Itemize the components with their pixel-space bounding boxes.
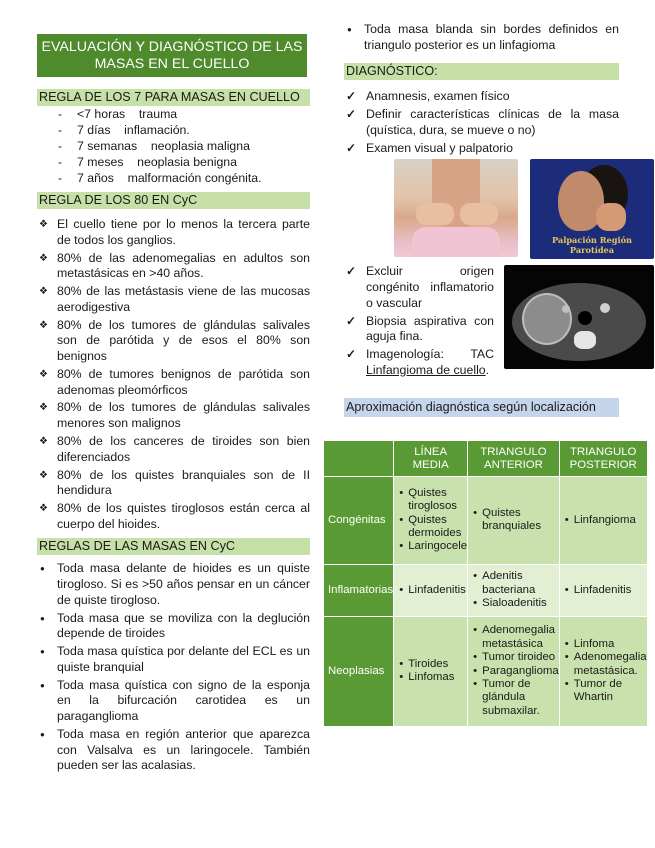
list-item: ✓ Definir características clínicas de la masa (quística, dura, se mueve o no) [344,107,619,138]
approach-table [323,440,648,727]
list-item: ✓ Excluir origen congénito inflamatorio o vascular [344,264,494,311]
list-item: ● Toda masa blanda sin bordes definidos en triangulo posterior es un linfagioma [344,22,619,53]
list-item: - 7 semanas neoplasia maligna [37,138,310,154]
imaging-label: Imagenología: TAC [366,347,494,362]
list-item: ❖ 80% de los canceres de tiroides son bien diferenciados [37,434,310,465]
list-item: • Sialoadenitis [468,597,559,610]
table-header-row [324,441,648,477]
list-item: ● Toda masa en región anterior que aparezca con Valsalva es un laringocele. También pueden ser las acalasias. [37,727,310,774]
list-item: ● Toda masa que se moviliza con la deglución depende de tiroides [37,611,310,642]
list-item: • Tumor tiroideo [468,651,559,664]
list-item: • Tiroides [394,658,467,671]
list-item: ● Toda masa quística con signo de la esponja en la bifurcación carotidea es un paraganglioma [37,678,310,725]
list-item: • Paraganglioma [468,665,559,678]
list-item: - 7 días inflamación. [37,122,310,138]
diagnosis-heading: DIAGNÓSTICO: [344,63,619,80]
list-item: • Adenomegalia metastásica. [560,651,647,678]
list-item: • Laringocele [394,540,467,553]
list-item: ❖ 80% de tumores benignos de parótida son adenomas pleomórficos [37,367,310,398]
list-item: • Linfomas [394,671,467,684]
list-item: • Linfadenitis [394,584,467,597]
table-row [324,476,648,564]
list-item: ❖ 80% de las adenomegalias en adultos son metastásicas en >40 años. [37,251,310,282]
list-item: - 7 meses neoplasia benigna [37,154,310,170]
rule80-list [37,217,310,532]
list-item: ● Toda masa quística por delante del ECL es un quiste branquial [37,644,310,675]
row-header: Inflamatorias [324,564,394,616]
row-header: Congénitas [324,476,394,564]
list-item: • Adenomegalia metastásica [468,624,559,651]
col-header: TRIANGULO ANTERIOR [468,441,560,477]
ct-scan-image [504,265,654,369]
list-item: - 7 años malformación congénita. [37,170,310,186]
diagnosis-list [344,89,619,156]
rules-masses-heading: REGLAS DE LAS MASAS EN CyC [37,538,310,555]
col-header: TRIANGULO POSTERIOR [559,441,647,477]
list-item: ❖ 80% de los quistes branquiales son de II hendidura [37,468,310,499]
rule7-list [37,106,310,186]
list-item: • Tumor de Whartin [560,678,647,705]
list-item: ❖ 80% de las metástasis viene de las mucosas aerodigestiva [37,284,310,315]
list-item: ● Toda masa delante de hioides es un quiste tirogloso. Si es >50 años pensar en un cáncer de quiste tirogloso. [37,561,310,608]
rules-masses-list [37,561,310,773]
list-item: ✓ Imagenología: TAC Linfangioma de cuello. [344,347,494,378]
rule7-heading: REGLA DE LOS 7 PARA MASAS EN CUELLO [37,89,310,106]
list-item: ❖ 80% de los quistes tiroglosos están cerca al cuerpo del hioides. [37,501,310,532]
rules-masses-list-cont [344,22,619,53]
list-item: ❖ 80% de los tumores de glándulas salivales son de parótida y de esos el 80% son benignos [37,318,310,365]
list-item: - <7 horas trauma [37,106,310,122]
list-item: • Quistes dermoides [394,514,467,541]
photo-caption: Palpación Región Parotídea [551,235,632,255]
list-item: • Linfadenitis [560,584,647,597]
list-item: ✓ Biopsia aspirativa con aguja fina. [344,314,494,345]
neck-palpation-photo [394,159,518,257]
list-item: • Linfangioma [560,514,647,527]
row-header: Neoplasias [324,616,394,726]
approach-heading: Aproximación diagnóstica según localización [344,398,619,417]
page-title: EVALUACIÓN Y DIAGNÓSTICO DE LAS MASAS EN EL CUELLO [37,34,307,77]
rule80-heading: REGLA DE LOS 80 EN CyC [37,192,310,209]
left-column [37,34,310,774]
diagnosis-list-cont [344,262,494,378]
list-item: • Quistes branquiales [468,507,559,534]
list-item: ✓ Anamnesis, examen físico [344,89,619,105]
table-row [324,564,648,616]
list-item: ❖ El cuello tiene por lo menos la tercera parte de todos los ganglios. [37,217,310,248]
list-item: • Linfoma [560,638,647,651]
right-column [344,18,619,156]
list-item: ❖ 80% de los tumores de glándulas salivales menores son malignos [37,400,310,431]
imaging-link[interactable]: Linfangioma de cuello [366,362,486,377]
list-item: • Quistes tiroglosos [394,487,467,514]
col-header: LÍNEA MEDIA [394,441,468,477]
list-item: • Tumor de glándula submaxilar. [468,678,559,718]
list-item: • Adenitis bacteriana [468,570,559,597]
parotid-palpation-photo [530,159,654,259]
list-item: ✓ Examen visual y palpatorio [344,141,619,157]
table-row [324,616,648,726]
